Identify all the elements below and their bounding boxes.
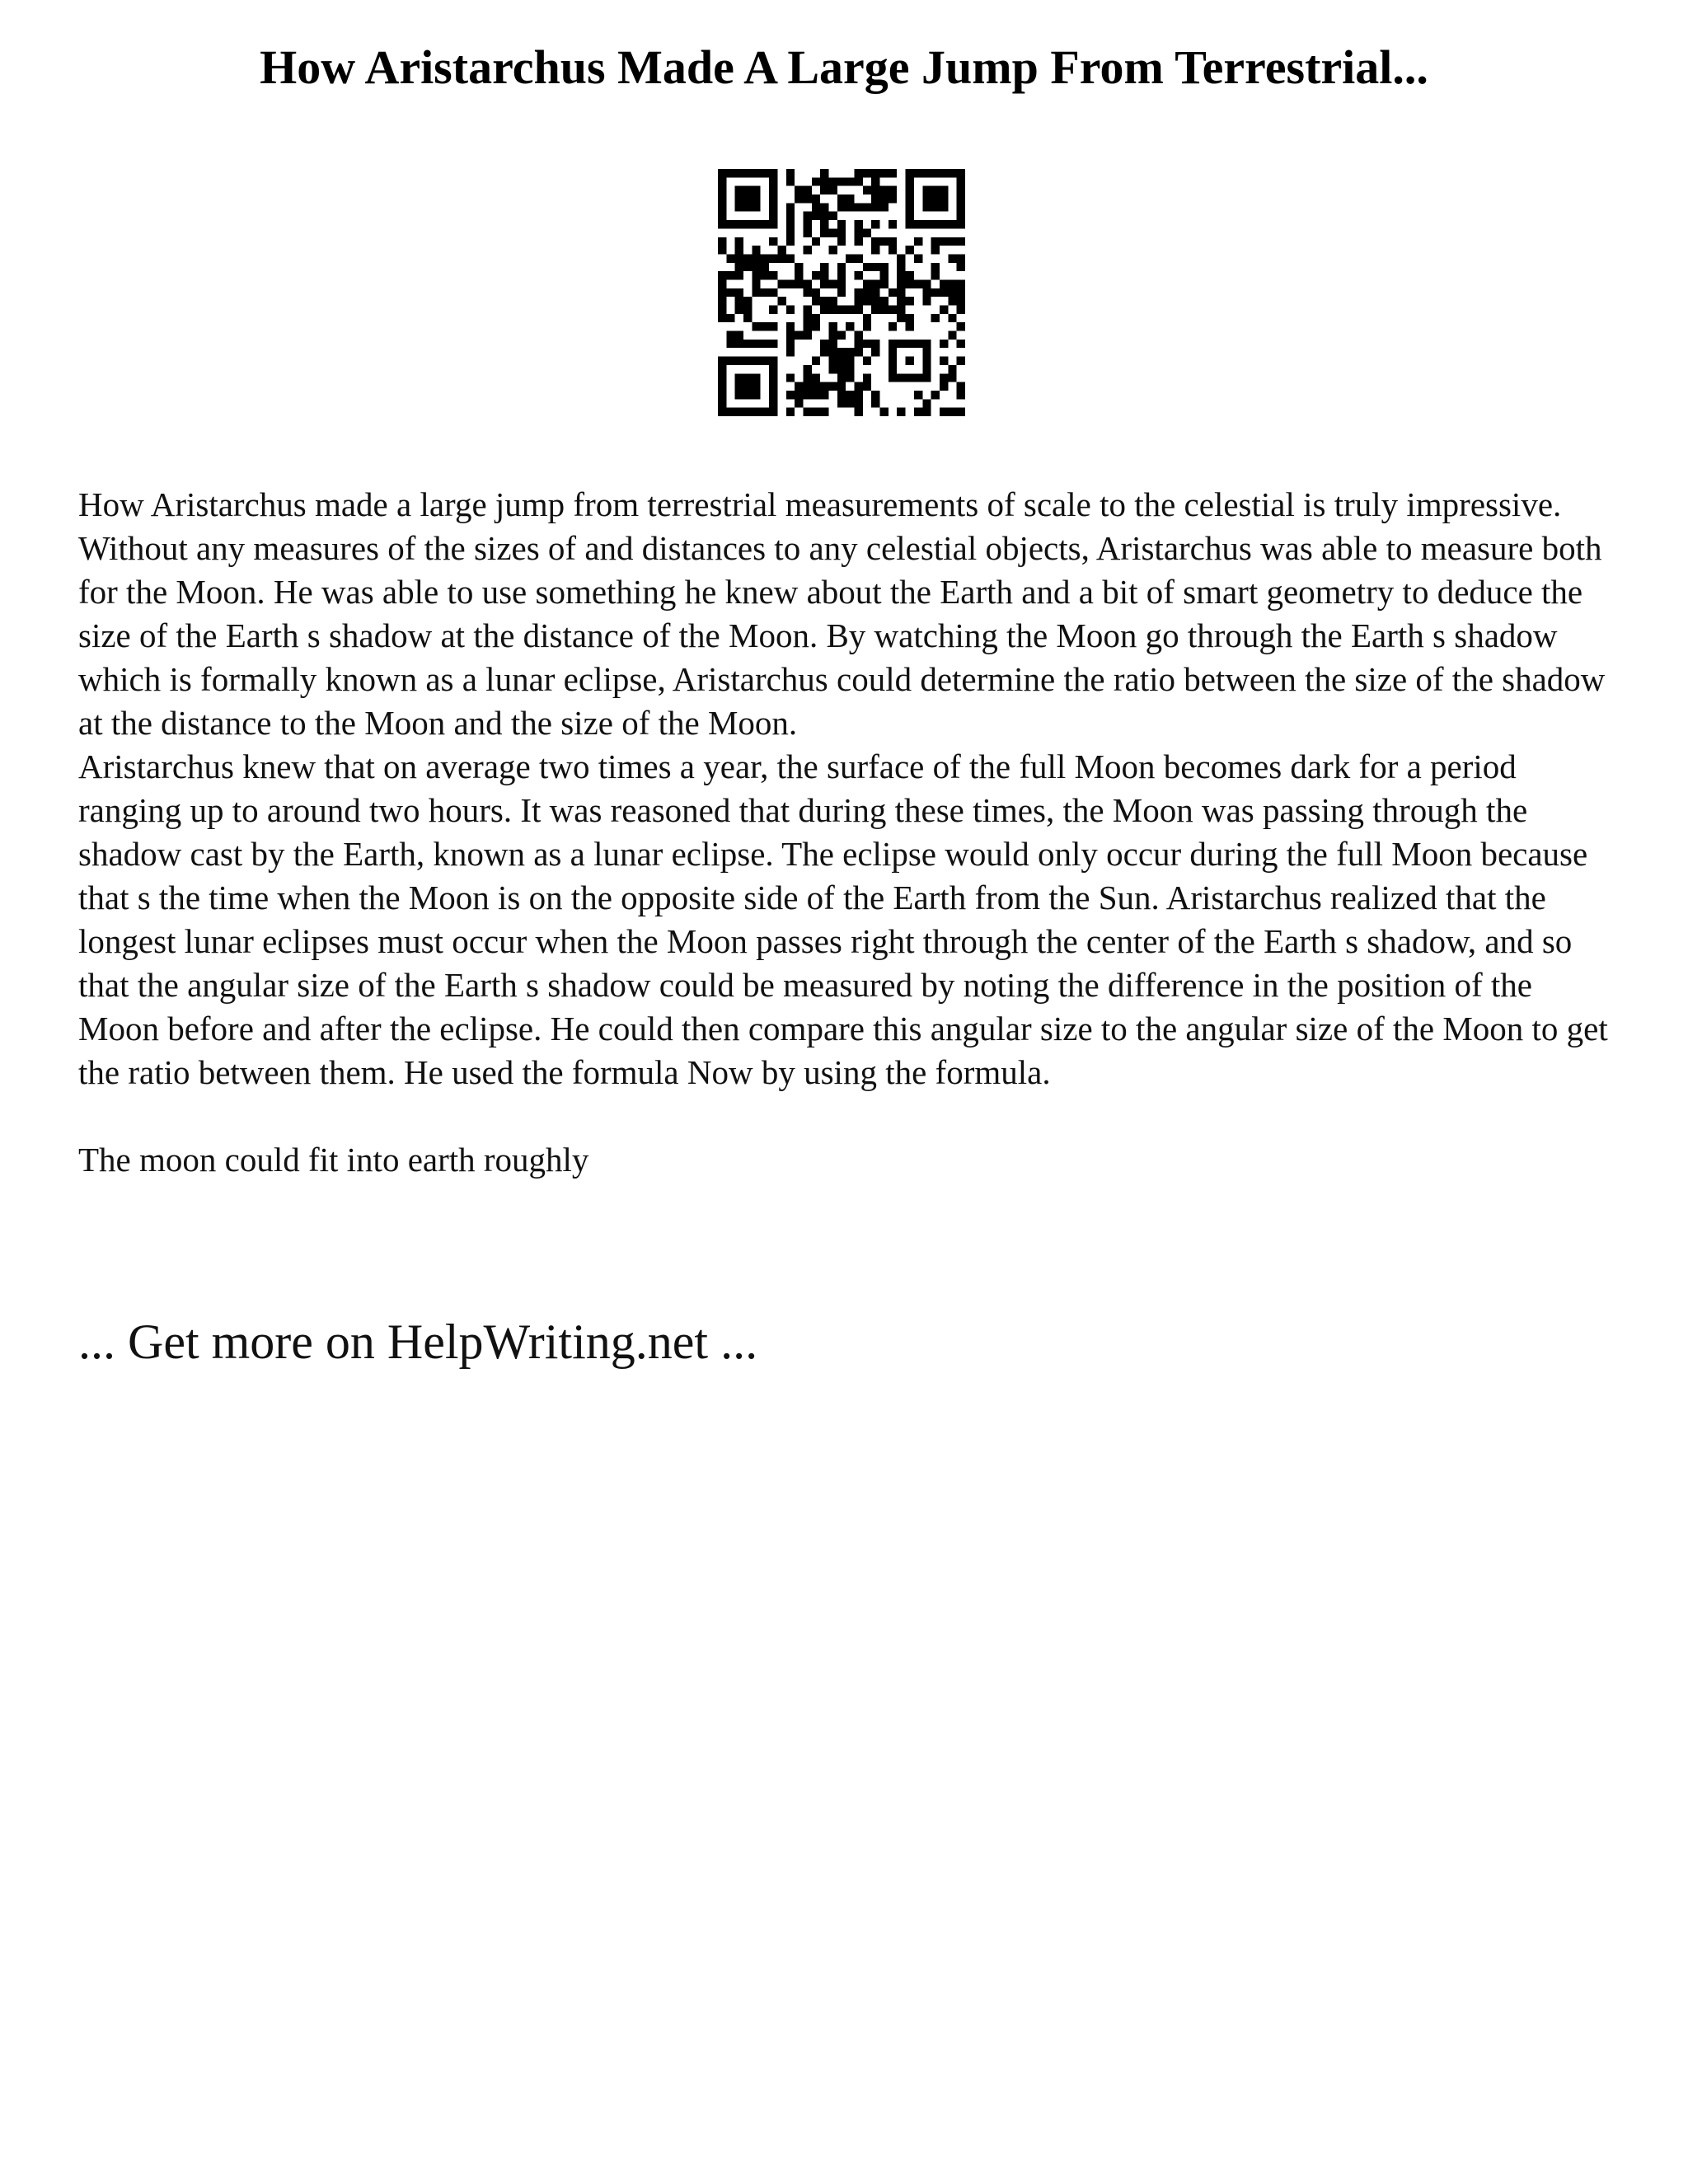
document-title: How Aristarchus Made A Large Jump From Terrestrial... — [260, 40, 1428, 94]
qr-code-icon — [718, 169, 965, 416]
paragraph-intro: How Aristarchus made a large jump from terrestrial measurements of scale to the celestial is truly impressive. Without any measures of the sizes of and distances to any celestial objects, Aristarchus was able to measure both for the Moon. He was able to use something he knew about the Earth and a bit of smart geometry to deduce the size of the Earth s shadow at the distance of the Moon. By watching the Moon go through the Earth s shadow which is formally known as a lunar eclipse, Aristarchus could determine the ratio between the size of the shadow at the distance to the Moon and the size of the Moon. — [78, 485, 1606, 742]
paragraph-closing: The moon could fit into earth roughly — [78, 1141, 589, 1179]
article-body — [78, 483, 1620, 1182]
more-link[interactable]: ... Get more on HelpWriting.net ... — [78, 1315, 758, 1369]
paragraph-eclipse: Aristarchus knew that on average two times a year, the surface of the full Moon becomes dark for a period ranging up to around two hours. It was reasoned that during these times, the Moon was passing through the shadow cast by the Earth, known as a lunar eclipse. The eclipse would only occur during the full Moon because that s the time when the Moon is on the opposite side of the Earth from the Sun. Aristarchus realized that the longest lunar eclipses must occur when the Moon passes right through the center of the Earth s shadow, and so that the angular size of the Earth s shadow could be measured by noting the difference in the position of the Moon before and after the eclipse. He could then compare this angular size to the angular size of the Moon to get the ratio between them. He used the formula Now by using the formula. — [78, 748, 1608, 1091]
